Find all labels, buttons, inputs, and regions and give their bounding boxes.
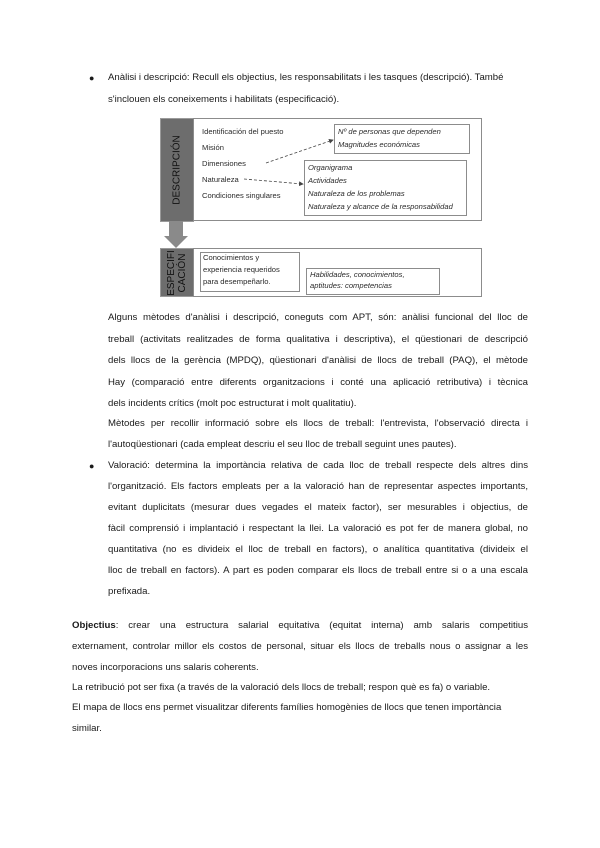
detail-personas: Nº de personas que dependen	[338, 127, 441, 136]
valoracio-line-1: Valoració: determina la importància relativa de cada lloc de treball respecte dels altres dins	[108, 460, 528, 471]
bullet-icon: ●	[89, 73, 95, 83]
mapa-line-1: El mapa de llocs ens permet visualitzar diferents famílies homogènies de llocs que tenen importància	[72, 702, 502, 713]
valoracio-line-7: prefixada.	[108, 586, 151, 597]
item-mision: Misión	[202, 143, 224, 152]
objectius-line-1	[72, 616, 528, 636]
valoracio-line-4: fàcil comprensió i implantació i respectant la llei. La valoració es pot fer de manera global, no	[108, 523, 528, 534]
collect-line-2: l'autoqüestionari (cada empleat descriu el seu lloc de treball seguint unes pautes).	[108, 439, 457, 450]
mapa-line-2: similar.	[72, 723, 102, 734]
spec-right-line-2: aptitudes: competencias	[310, 281, 392, 290]
collect-line-1: Mètodes per recollir informació sobre els llocs de treball: l'entrevista, l'observació directa i	[108, 418, 528, 429]
methods-line-3: dels llocs de la gerència (MPDQ), qüestionari d'anàlisi de llocs de treball (PAQ), el mètode	[108, 355, 528, 366]
objectius-line-2: externament, controlar millor els costos de personal, situar els llocs de treballs nous o assignar a les	[72, 641, 528, 652]
objectius-line-1-text: : crear una estructura salarial equitativa (equitat interna) amb salaris competitius	[115, 620, 528, 631]
methods-line-4: Hay (comparació entre diferents organitzacions i conté una aplicació retributiva) i tècnica	[108, 377, 528, 388]
down-arrow-icon	[164, 221, 188, 248]
detail-actividades: Actividades	[308, 176, 347, 185]
intro-line-1: Anàlisi i descripció: Recull els objectius, les responsabilitats i les tasques (descripció). També	[108, 72, 504, 83]
valoracio-line-5: quantitativa (no es divideix el lloc de treball en factors), o analítica quantitativa (divideix el	[108, 544, 528, 555]
item-dimensiones: Dimensiones	[202, 159, 246, 168]
valoracio-line-6: lloc de treball en factors). A part es poden comparar els llocs de treball entre si o a una escala	[108, 565, 528, 576]
especificacion-band	[160, 248, 194, 297]
intro-line-2: s'inclouen els coneixements i habilitats (especificació).	[108, 94, 340, 105]
descripcion-label: DESCRIPCIÓN	[171, 135, 183, 205]
especificacion-label: ESPECIFI CACIÓN	[166, 249, 188, 296]
retribucio-line: La retribució pot ser fixa (a través de la valoració dels llocs de treball; respon què es fa) o variable.	[72, 682, 491, 693]
detail-organigrama: Organigrama	[308, 163, 353, 172]
spec-left-line-2: experiencia requeridos	[203, 265, 280, 274]
detail-magnitudes: Magnitudes económicas	[338, 140, 420, 149]
detail-responsabilidad: Naturaleza y alcance de la responsabilidad	[308, 202, 453, 211]
item-naturaleza: Naturaleza	[202, 175, 239, 184]
methods-line-5: dels incidents crítics (molt poc estructurat i molt qualitatiu).	[108, 398, 357, 409]
valoracio-line-3: evitant duplicitats (mesurar dues vegades el mateix factor), ser mesurables i objectius, de	[108, 502, 528, 513]
spec-left-line-1: Conocimientos y	[203, 253, 260, 262]
job-analysis-diagram	[160, 118, 482, 298]
item-condiciones: Condiciones singulares	[202, 191, 281, 200]
spec-left-line-3: para desempeñarlo.	[203, 277, 271, 286]
bullet-icon: ●	[89, 461, 95, 471]
dimensiones-arrow	[266, 140, 333, 163]
methods-line-2: treball (activitats realitzades de forma qualitativa i descriptiva), el qüestionari de descripció	[108, 334, 528, 345]
valoracio-line-2: l'organització. Els factors empleats per a la valoració han de representar aspectes importants,	[108, 481, 528, 492]
naturaleza-arrow	[244, 179, 303, 184]
item-identificacion: Identificación del puesto	[202, 127, 284, 136]
detail-problemas: Naturaleza de los problemas	[308, 189, 405, 198]
methods-line-1: Alguns mètodes d'anàlisi i descripció, coneguts com APT, són: anàlisi funcional del lloc de	[108, 312, 528, 323]
objectius-line-3: noves incorporacions uns salaris coherents.	[72, 662, 259, 673]
objectius-label: Objectius	[72, 620, 116, 631]
spec-right-line-1: Habilidades, conocimientos,	[310, 270, 405, 279]
